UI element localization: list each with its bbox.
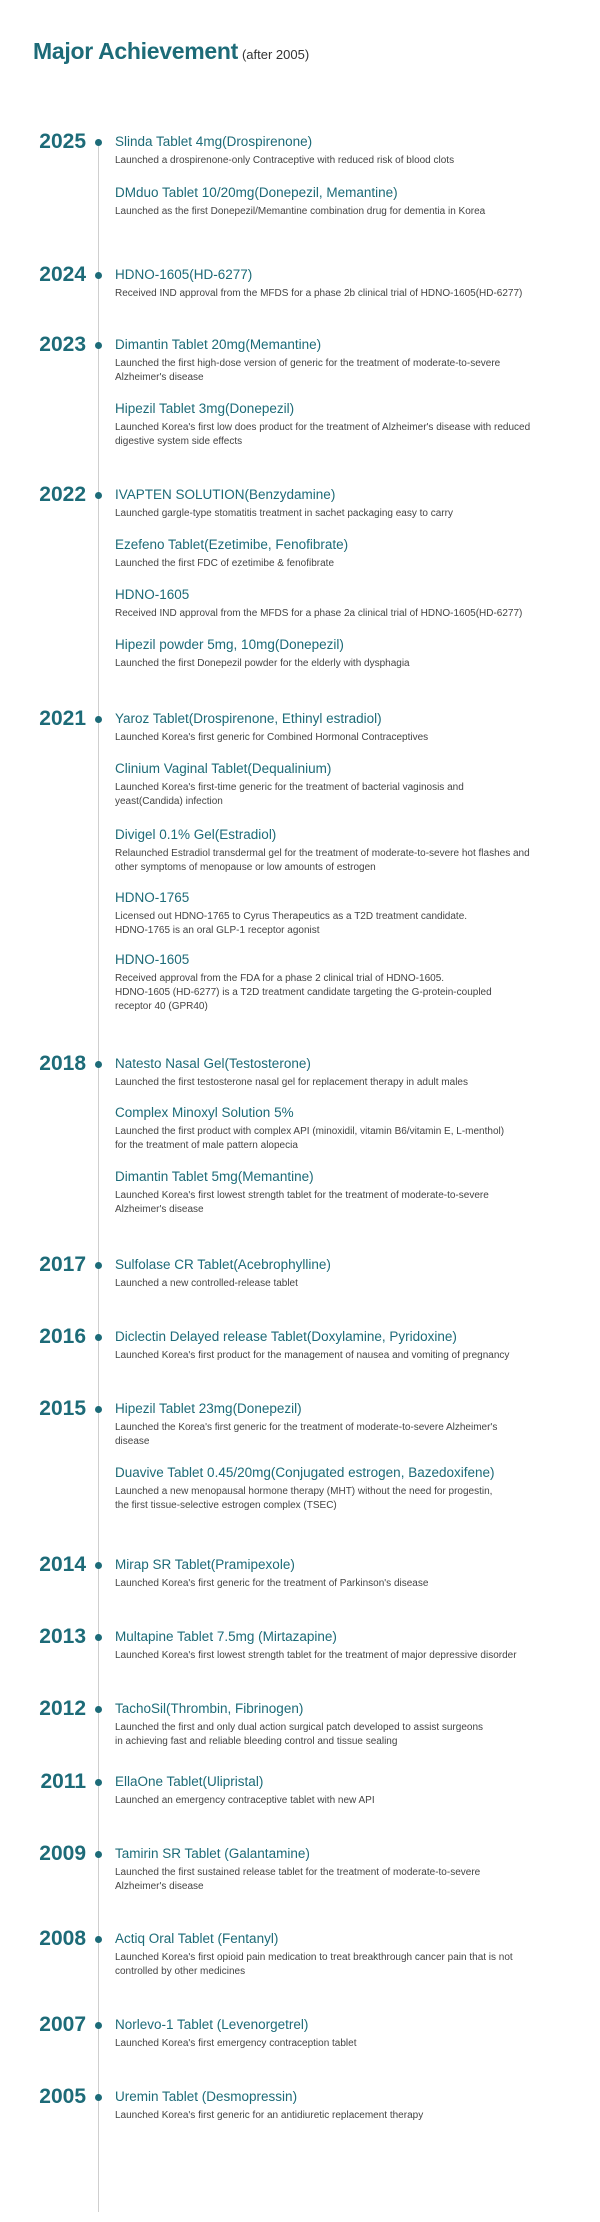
achievement-description: Launched the first sustained release tablet for the treatment of moderate-to-severe Alzheimer's disease [115,1867,481,1892]
achievement-title: Uremin Tablet (Desmopressin) [115,2089,298,2104]
achievement-entry [115,184,565,219]
timeline-dot [95,492,102,499]
achievement-title: TachoSil(Thrombin, Fibrinogen) [115,1701,304,1716]
year-label: 2025 [39,130,86,153]
achievement-description: Launched as the first Donepezil/Memantine combination drug for dementia in Korea [115,206,486,217]
achievement-entry [115,1328,565,1363]
achievement-description: Licensed out HDNO-1765 to Cyrus Therapeutics as a T2D treatment candidate. HDNO-1765 is an oral GLP-1 receptor agonist [115,911,468,936]
achievement-description: Received IND approval from the MFDS for a phase 2b clinical trial of HDNO-1605(HD-6277) [115,288,523,299]
timeline-dot [95,716,102,723]
achievement-title: HDNO-1765 [115,890,190,905]
achievement-title: Hipezil powder 5mg, 10mg(Donepezil) [115,637,344,652]
timeline-dot [95,1262,102,1269]
year-label: 2016 [39,1325,86,1348]
achievement-description: Launched the first testosterone nasal gel for replacement therapy in adult males [115,1077,468,1088]
achievement-description: Launched the first FDC of ezetimibe & fenofibrate [115,558,335,569]
year-label: 2009 [39,1842,86,1865]
achievement-title: Hipezil Tablet 3mg(Donepezil) [115,401,295,416]
achievement-description: Received IND approval from the MFDS for a phase 2a clinical trial of HDNO-1605(HD-6277) [115,608,523,619]
achievement-entry [115,826,565,875]
achievement-title: Sulfolase CR Tablet(Acebrophylline) [115,1257,331,1272]
achievement-entry [115,1055,565,1090]
page-title-text: Major Achievement [33,38,238,64]
year-label: 2023 [39,333,86,356]
page-subtitle: (after 2005) [241,47,310,62]
achievement-entry [115,951,565,1014]
achievement-entry [115,1464,565,1513]
achievement-description: Launched a new controlled-release tablet [115,1278,298,1289]
achievement-title: Multapine Tablet 7.5mg (Mirtazapine) [115,1629,337,1644]
timeline-dot [95,1936,102,1943]
achievement-description: Launched an emergency contraceptive tablet with new API [115,1795,375,1806]
achievement-description: Launched Korea's first opioid pain medication to treat breakthrough cancer pain that is not controlled by other medicines [115,1952,513,1977]
achievement-entry [115,133,565,168]
achievement-description: Launched the first and only dual action surgical patch developed to assist surgeons in achieving fast and reliable bleeding control and tissue sealing [115,1722,484,1747]
timeline-dot [95,1634,102,1641]
achievement-title: Slinda Tablet 4mg(Drospirenone) [115,134,313,149]
year-label: 2022 [39,483,86,506]
timeline-dot [95,272,102,279]
achievement-title: Dimantin Tablet 20mg(Memantine) [115,337,322,352]
achievement-title: Duavive Tablet 0.45/20mg(Conjugated estrogen, Bazedoxifene) [115,1465,495,1480]
achievement-entry [115,636,565,671]
achievement-title: EllaOne Tablet(Ulipristal) [115,1774,264,1789]
achievement-entry [115,2088,565,2123]
year-label: 2014 [39,1553,86,1576]
achievement-description: Launched Korea's first emergency contraception tablet [115,2038,357,2049]
achievement-entry [115,1628,565,1663]
achievement-title: Hipezil Tablet 23mg(Donepezil) [115,1401,302,1416]
achievement-title: Diclectin Delayed release Tablet(Doxylamine, Pyridoxine) [115,1329,457,1344]
achievement-entry [115,400,565,449]
achievement-title: HDNO-1605(HD-6277) [115,267,253,282]
achievement-entry [115,1104,565,1153]
achievement-entry [115,536,565,571]
timeline-dot [95,1851,102,1858]
achievement-entry [115,889,565,938]
achievement-description: Launched Korea's first generic for Combined Hormonal Contraceptives [115,732,429,743]
achievement-description: Launched Korea's first-time generic for the treatment of bacterial vaginosis and yeast(Candida) infection [115,782,464,807]
achievement-entry [115,1168,565,1217]
achievement-title: IVAPTEN SOLUTION(Benzydamine) [115,487,336,502]
page-title [33,30,309,67]
timeline-dot [95,1334,102,1341]
timeline-dot [95,1061,102,1068]
timeline-dot [95,2022,102,2029]
year-label: 2021 [39,707,86,730]
achievement-description: Launched gargle-type stomatitis treatment in sachet packaging easy to carry [115,508,453,519]
timeline-dot [95,1779,102,1786]
timeline-dot [95,1706,102,1713]
achievement-title: Norlevo-1 Tablet (Levenorgetrel) [115,2017,309,2032]
achievement-title: Tamirin SR Tablet (Galantamine) [115,1846,310,1861]
achievement-entry [115,1556,565,1591]
achievement-title: Divigel 0.1% Gel(Estradiol) [115,827,277,842]
achievement-title: Complex Minoxyl Solution 5% [115,1105,294,1120]
achievement-title: Ezefeno Tablet(Ezetimibe, Fenofibrate) [115,537,349,552]
achievement-description: Launched Korea's first low does product for the treatment of Alzheimer's disease with reduced digestive system side effects [115,422,531,447]
achievement-entry [115,586,565,621]
timeline-dot [95,1562,102,1569]
achievement-entry [115,336,565,385]
year-label: 2012 [39,1697,86,1720]
timeline-dot [95,1406,102,1413]
timeline-dot [95,2094,102,2101]
year-label: 2011 [40,1770,86,1793]
year-label: 2017 [39,1253,86,1276]
achievement-entry [115,1930,565,1979]
achievement-description: Launched Korea's first generic for the treatment of Parkinson's disease [115,1578,429,1589]
achievement-description: Received approval from the FDA for a phase 2 clinical trial of HDNO-1605. HDNO-1605 (HD-6277) is a T2D treatment candidate targeting the G-protein-coupled receptor 40 (GPR40) [115,973,492,1012]
year-label: 2007 [39,2013,86,2036]
achievement-title: Mirap SR Tablet(Pramipexole) [115,1557,295,1572]
achievement-entry [115,2016,565,2051]
year-label: 2018 [39,1052,86,1075]
achievement-title: HDNO-1605 [115,952,190,967]
achievement-entry [115,1256,565,1291]
achievement-title: Actiq Oral Tablet (Fentanyl) [115,1931,279,1946]
year-label: 2005 [39,2085,86,2108]
achievement-title: Natesto Nasal Gel(Testosterone) [115,1056,311,1071]
achievement-entry [115,266,565,301]
achievement-description: Launched Korea's first product for the management of nausea and vomiting of pregnancy [115,1350,510,1361]
achievement-description: Relaunched Estradiol transdermal gel for the treatment of moderate-to-severe hot flashes and other symptoms of menopause or low amounts of estrogen [115,848,530,873]
achievement-description: Launched a new menopausal hormone therapy (MHT) without the need for progestin, the first tissue-selective estrogen complex (TSEC) [115,1486,493,1511]
achievement-description: Launched the Korea's first generic for the treatment of moderate-to-severe Alzheimer's disease [115,1422,498,1447]
achievement-description: Launched the first high-dose version of generic for the treatment of moderate-to-severe Alzheimer's disease [115,358,501,383]
timeline-dot [95,342,102,349]
achievement-title: Dimantin Tablet 5mg(Memantine) [115,1169,314,1184]
achievement-description: Launched Korea's first lowest strength tablet for the treatment of major depressive disorder [115,1650,517,1661]
year-label: 2015 [39,1397,86,1420]
achievement-title: DMduo Tablet 10/20mg(Donepezil, Memantine) [115,185,398,200]
achievement-entry [115,1773,565,1808]
timeline-line [98,140,99,2212]
year-label: 2024 [39,263,86,286]
achievement-title: Yaroz Tablet(Drospirenone, Ethinyl estradiol) [115,711,382,726]
achievement-description: Launched the first product with complex API (minoxidil, vitamin B6/vitamin E, L-menthol) for the treatment of male pattern alopecia [115,1126,505,1151]
achievement-entry [115,1845,565,1894]
achievement-description: Launched a drospirenone-only Contraceptive with reduced risk of blood clots [115,155,455,166]
timeline-dot [95,139,102,146]
achievement-title: Clinium Vaginal Tablet(Dequalinium) [115,761,332,776]
achievement-title: HDNO-1605 [115,587,190,602]
achievement-description: Launched the first Donepezil powder for the elderly with dysphagia [115,658,410,669]
achievement-description: Launched Korea's first generic for an antidiuretic replacement therapy [115,2110,424,2121]
achievement-entry [115,1400,565,1449]
achievement-entry [115,710,565,745]
year-label: 2013 [39,1625,86,1648]
achievement-entry [115,486,565,521]
achievement-entry [115,1700,565,1749]
achievement-description: Launched Korea's first lowest strength tablet for the treatment of moderate-to-severe Alzheimer's disease [115,1190,489,1215]
achievement-entry [115,760,565,809]
year-label: 2008 [39,1927,86,1950]
